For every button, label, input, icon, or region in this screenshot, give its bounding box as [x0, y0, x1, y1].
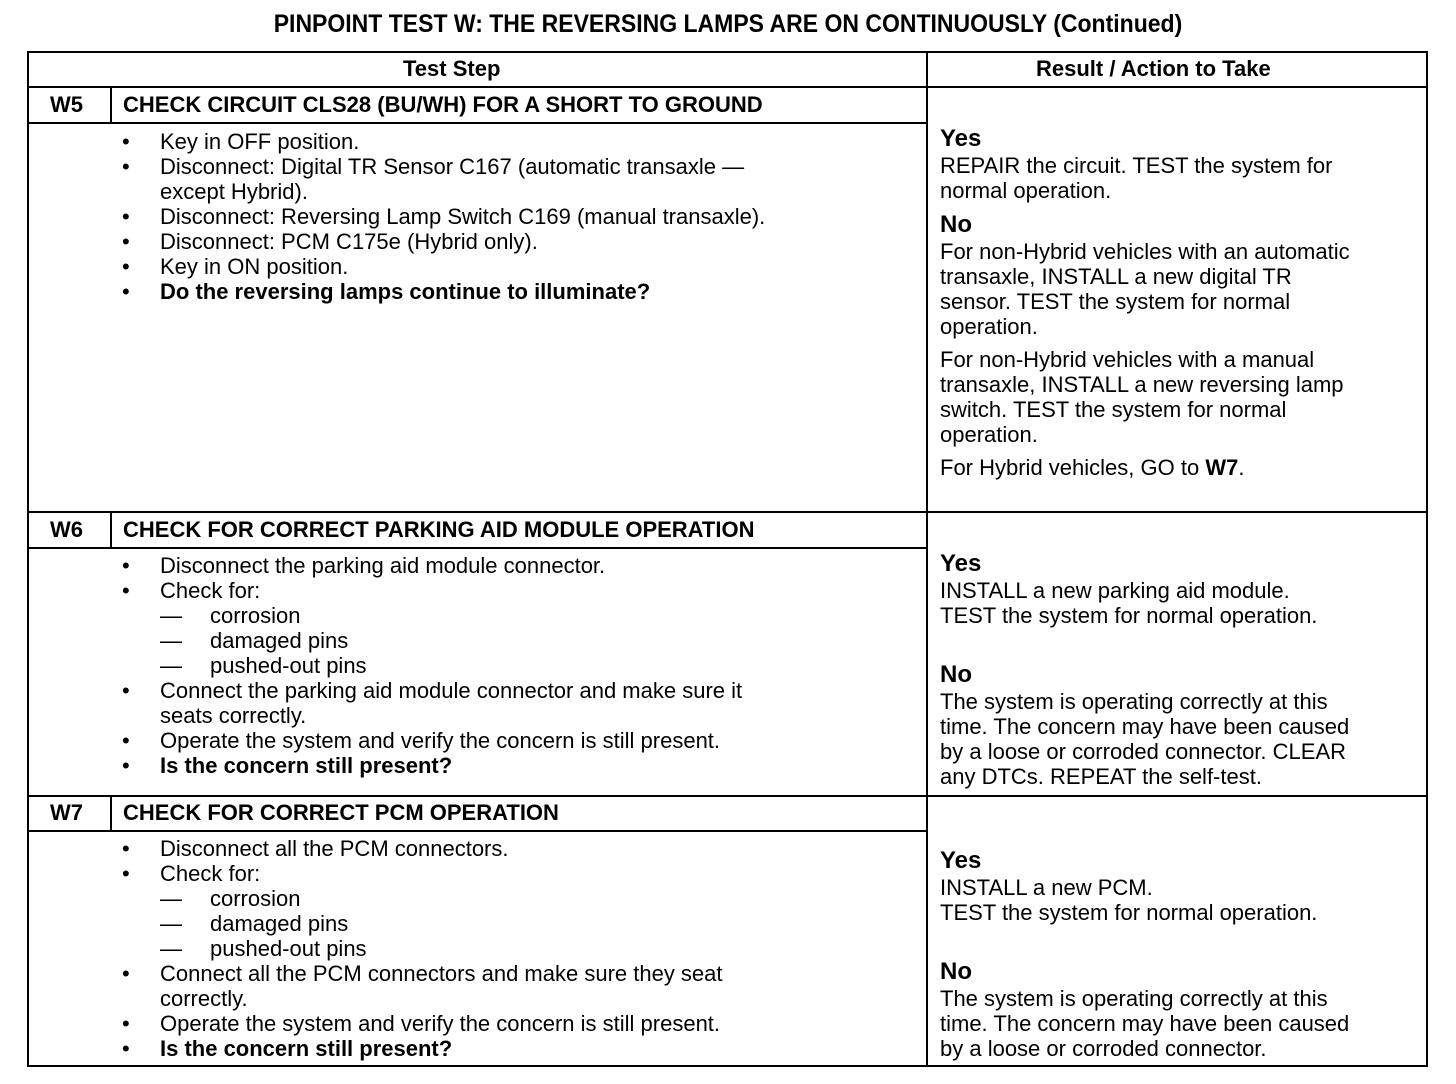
bullet-icon: •: [122, 861, 130, 886]
w6-step: Operate the system and verify the concern is still present.: [160, 728, 721, 753]
w5-step: Key in ON position.: [160, 254, 349, 279]
w6-step: Check for:: [160, 578, 261, 603]
w5-no-text: switch. TEST the system for normal: [940, 397, 1287, 422]
w7-step: Disconnect all the PCM connectors.: [160, 836, 509, 861]
dash-icon: —: [160, 911, 182, 936]
w6-no-text: The system is operating correctly at this: [940, 689, 1328, 714]
w5-no-text: For non-Hybrid vehicles with a manual: [940, 347, 1315, 372]
bullet-icon: •: [122, 254, 130, 279]
w5-heading-divider: [27, 122, 927, 124]
w6-yes-label: Yes: [940, 550, 982, 577]
dash-icon: —: [160, 886, 182, 911]
w5-yes-text: REPAIR the circuit. TEST the system for: [940, 153, 1333, 178]
bullet-icon: •: [122, 1011, 130, 1036]
w7-no-text: The system is operating correctly at this: [940, 986, 1328, 1011]
bullet-icon: •: [122, 678, 130, 703]
w7-yes-label: Yes: [940, 847, 982, 874]
bullet-icon: •: [122, 961, 130, 986]
w6-check-item: pushed-out pins: [210, 653, 367, 678]
bullet-icon: •: [122, 728, 130, 753]
w5-step: Disconnect: Digital TR Sensor C167 (automatic transaxle —: [160, 154, 745, 179]
w7-yes-text: INSTALL a new PCM.: [940, 875, 1153, 900]
w5-no-text: operation.: [940, 422, 1038, 447]
bullet-icon: •: [122, 129, 130, 154]
column-divider: [926, 51, 928, 1067]
header-result: Result / Action to Take: [1036, 56, 1271, 81]
w7-yes-text: TEST the system for normal operation.: [940, 900, 1318, 925]
w7-no-text: by a loose or corroded connector.: [940, 1036, 1267, 1061]
w7-heading: CHECK FOR CORRECT PCM OPERATION: [123, 800, 559, 825]
w6-step-id: W6: [50, 517, 83, 542]
w6-check-item: corrosion: [210, 603, 301, 628]
dash-icon: —: [160, 603, 182, 628]
w6-row-divider: [27, 795, 1428, 797]
w5-row-divider: [27, 511, 1428, 513]
w5-step: Key in OFF position.: [160, 129, 360, 154]
dash-icon: —: [160, 936, 182, 961]
w6-no-text: any DTCs. REPEAT the self-test.: [940, 764, 1262, 789]
dash-icon: —: [160, 653, 182, 678]
bullet-icon: •: [122, 578, 130, 603]
w6-step: seats correctly.: [160, 703, 307, 728]
w7-check-item: pushed-out pins: [210, 936, 367, 961]
w7-question: Is the concern still present?: [160, 1036, 453, 1061]
w6-check-item: damaged pins: [210, 628, 349, 653]
w6-no-text: by a loose or corroded connector. CLEAR: [940, 739, 1347, 764]
w6-step: Connect the parking aid module connector and make sure it: [160, 678, 743, 703]
header-divider: [27, 86, 1428, 88]
w7-no-text: time. The concern may have been caused: [940, 1011, 1350, 1036]
dash-icon: —: [160, 628, 182, 653]
w6-question: Is the concern still present?: [160, 753, 453, 778]
w7-step: correctly.: [160, 986, 248, 1011]
bullet-icon: •: [122, 229, 130, 254]
w5-step: Disconnect: Reversing Lamp Switch C169 (manual transaxle).: [160, 204, 766, 229]
w5-step-id: W5: [50, 92, 83, 117]
w7-step: Connect all the PCM connectors and make sure they seat: [160, 961, 723, 986]
w5-no-text: sensor. TEST the system for normal: [940, 289, 1291, 314]
bullet-icon: •: [122, 204, 130, 229]
w5-no-text: For non-Hybrid vehicles with an automatic: [940, 239, 1350, 264]
w7-id-divider: [110, 796, 112, 832]
w5-step: Disconnect: PCM C175e (Hybrid only).: [160, 229, 538, 254]
bullet-icon: •: [122, 1036, 130, 1061]
w6-step: Disconnect the parking aid module connector.: [160, 553, 606, 578]
w5-question: Do the reversing lamps continue to illuminate?: [160, 279, 651, 304]
w7-step-id: W7: [50, 800, 83, 825]
bullet-icon: •: [122, 279, 130, 304]
header-test-step: Test Step: [403, 56, 501, 81]
w5-no-text-hybrid: For Hybrid vehicles, GO to W7.: [940, 455, 1245, 480]
w5-no-label: No: [940, 211, 972, 238]
w5-yes-text: normal operation.: [940, 178, 1112, 203]
w6-yes-text: TEST the system for normal operation.: [940, 603, 1318, 628]
w5-heading: CHECK CIRCUIT CLS28 (BU/WH) FOR A SHORT TO GROUND: [123, 92, 763, 117]
w7-heading-divider: [27, 830, 927, 832]
w6-no-label: No: [940, 661, 972, 688]
w6-no-text: time. The concern may have been caused: [940, 714, 1350, 739]
w7-reference-link[interactable]: W7: [1205, 455, 1239, 480]
w7-check-item: corrosion: [210, 886, 301, 911]
w5-id-divider: [110, 87, 112, 123]
page-title: PINPOINT TEST W: THE REVERSING LAMPS ARE ON CONTINUOUSLY (Continued): [273, 10, 1183, 38]
w5-step: except Hybrid).: [160, 179, 308, 204]
w5-no-text: transaxle, INSTALL a new digital TR: [940, 264, 1292, 289]
w6-heading: CHECK FOR CORRECT PARKING AID MODULE OPERATION: [123, 517, 755, 542]
w5-no-text: transaxle, INSTALL a new reversing lamp: [940, 372, 1344, 397]
w7-step: Operate the system and verify the concern is still present.: [160, 1011, 721, 1036]
bullet-icon: •: [122, 753, 130, 778]
w7-check-item: damaged pins: [210, 911, 349, 936]
w6-id-divider: [110, 512, 112, 548]
w6-yes-text: INSTALL a new parking aid module.: [940, 578, 1290, 603]
w7-step: Check for:: [160, 861, 261, 886]
w7-no-label: No: [940, 958, 972, 985]
w6-heading-divider: [27, 547, 927, 549]
w5-no-text: operation.: [940, 314, 1038, 339]
bullet-icon: •: [122, 836, 130, 861]
bullet-icon: •: [122, 154, 130, 179]
bullet-icon: •: [122, 553, 130, 578]
w5-yes-label: Yes: [940, 125, 982, 152]
